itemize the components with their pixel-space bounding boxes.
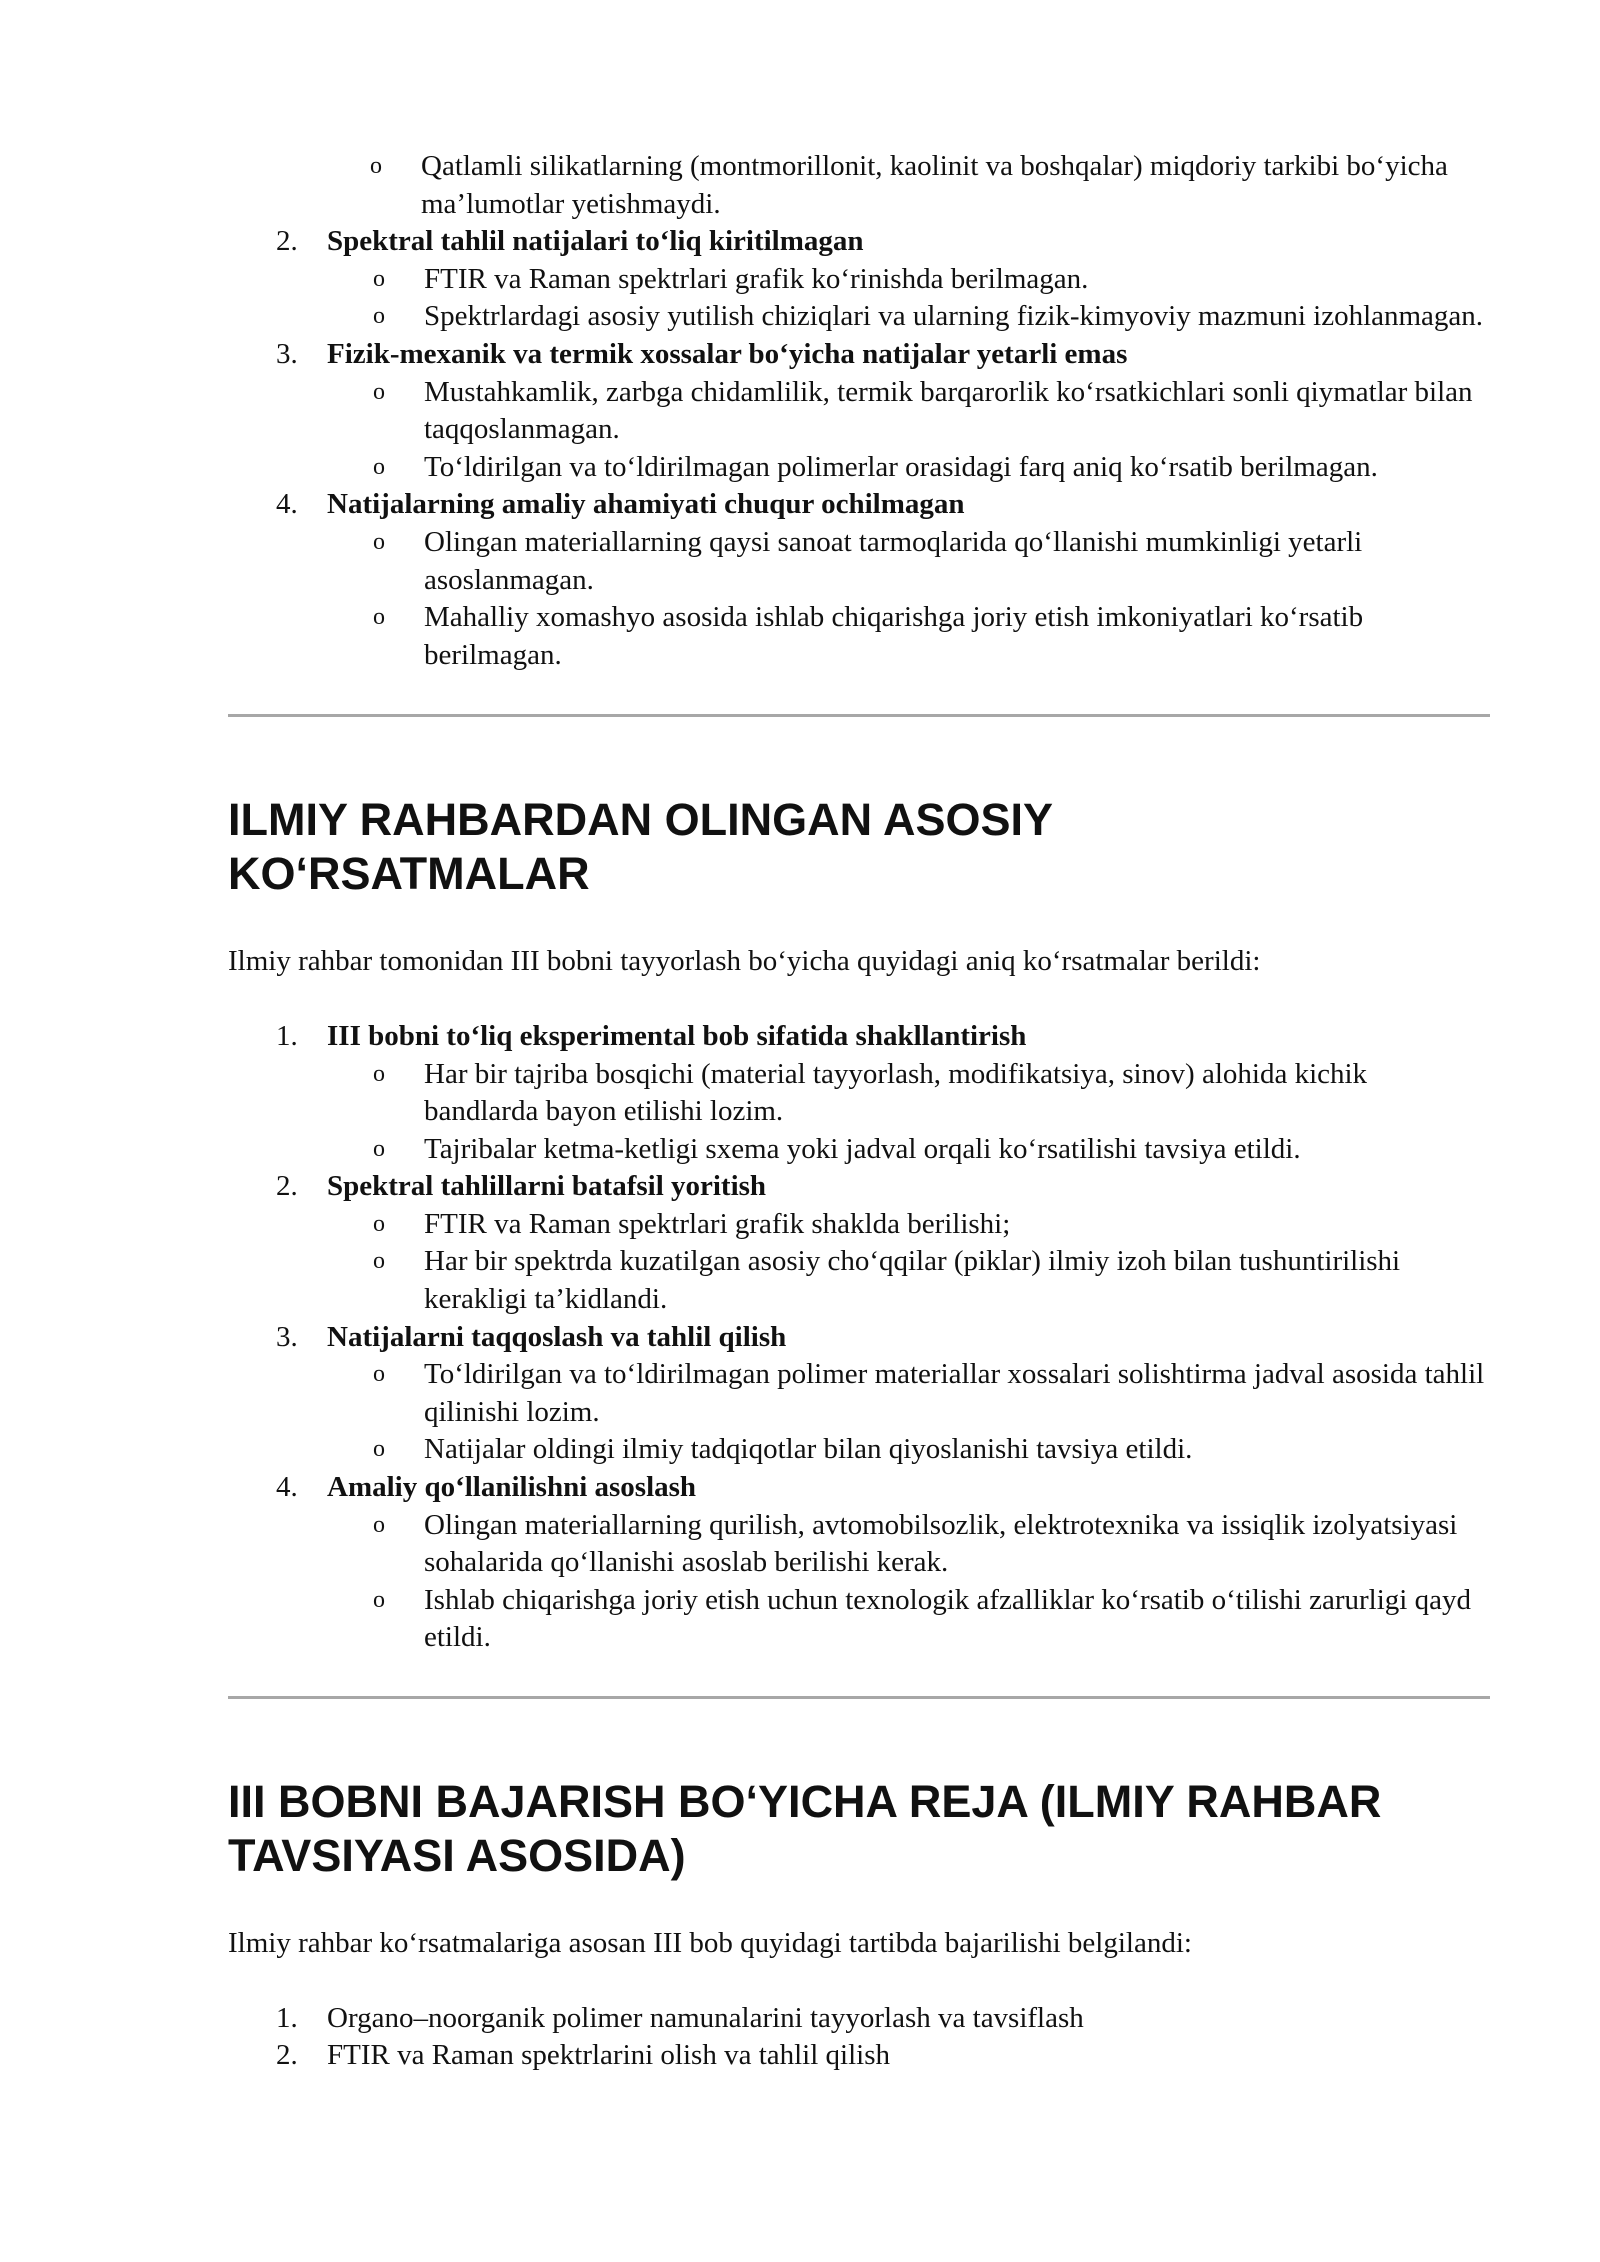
list-item	[228, 336, 1488, 486]
bullet-icon: o	[370, 153, 382, 179]
item-title: III bobni to‘liq eksperimental bob sifatida shakllantirish	[327, 1019, 1027, 1052]
section-heading: ILMIY RAHBARDAN OLINGAN ASOSIY KO‘RSATMALAR	[228, 794, 1053, 900]
section-divider	[228, 714, 1490, 717]
item-text: Organo–noorganik polimer namunalarini tayyorlash va tavsiflash	[327, 2001, 1084, 2034]
list-item	[228, 486, 1488, 674]
bullet-icon: o	[373, 1436, 385, 1463]
list-item	[228, 1319, 1488, 1469]
item-title: Amaliy qo‘llanilishni asoslash	[327, 1471, 697, 1504]
instructions-list	[228, 1018, 1488, 1657]
continued-sub-item	[225, 148, 1488, 223]
sub-item	[327, 1507, 1488, 1582]
bullet-icon: o	[373, 378, 385, 405]
sub-item	[327, 1243, 1488, 1318]
sub-item-text: FTIR va Raman spektrlari grafik ko‘rinishda berilmagan.	[424, 262, 1089, 295]
bullet-icon: o	[373, 1060, 385, 1087]
item-number: 4 .	[276, 486, 324, 524]
section-intro: Ilmiy rahbar ko‘rsatmalariga asosan III bob quyidagi tartibda bajarilishi belgilandi:	[228, 1927, 1192, 1959]
item-title: Fizik-mexanik va termik xossalar bo‘yicha natijalar yetarli emas	[327, 337, 1128, 370]
sub-item	[327, 1356, 1488, 1431]
sub-item-text: To‘ldirilgan va to‘ldirilmagan polimer materiallar xossalari solishtirma jadval asosida tahlil qilinishi lozim.	[424, 1358, 1485, 1428]
section-divider	[228, 1696, 1490, 1699]
item-number: 1 .	[276, 2000, 324, 2038]
sub-item-text: FTIR va Raman spektrlari grafik shakldа berilishi;	[424, 1207, 1011, 1240]
bullet-icon: o	[373, 1135, 385, 1162]
sub-item	[327, 1206, 1488, 1244]
sub-item-text: Olingan materiallarning qurilish, avtomobilsozlik, elektrotexnika va issiqlik izolyatsiyasi sohalarida qo‘llanishi asoslab berilishi kerak.	[424, 1508, 1458, 1579]
sub-item	[327, 524, 1488, 599]
list-item	[228, 2037, 1488, 2075]
bullet-icon: o	[373, 604, 385, 631]
sub-item-text: To‘ldirilgan va to‘ldirilmagan polimerlar orasidagi farq aniq ko‘rsatib berilmagan.	[424, 450, 1378, 483]
item-text: FTIR va Raman spektrlarini olish va tahlil qilish	[327, 2039, 891, 2072]
list-item	[228, 1168, 1488, 1318]
list-item	[228, 1018, 1488, 1168]
bullet-icon: o	[373, 265, 385, 292]
sub-list	[327, 524, 1488, 674]
problems-list	[228, 223, 1488, 674]
bullet-icon: o	[373, 1586, 385, 1613]
sub-list	[327, 1056, 1488, 1169]
sub-item	[327, 1131, 1488, 1169]
sub-item	[327, 1582, 1488, 1657]
sub-list	[327, 1356, 1488, 1469]
sub-list	[327, 1206, 1488, 1319]
item-number: 4 .	[276, 1469, 324, 1507]
section-intro: Ilmiy rahbar tomonidan III bobni tayyorlash bo‘yicha quyidagi aniq ko‘rsatmalar berildi:	[228, 945, 1261, 978]
section-heading: III BOBNI BAJARISH BO‘YICHA REJA (ILMIY RAHBAR TAVSIYASI ASOSIDA)	[228, 1776, 1382, 1881]
bullet-icon: o	[373, 1248, 385, 1275]
sub-item-text: Har bir spektrda kuzatilgan asosiy cho‘qqilar (piklar) ilmiy izoh bilan tushuntirilishi kerakligi ta’kidlandi.	[424, 1245, 1401, 1316]
sub-list	[327, 1507, 1488, 1657]
item-title: Spektral tahlillarni batafsil yoritish	[327, 1170, 767, 1203]
list-item	[228, 223, 1488, 336]
sub-item	[327, 298, 1488, 336]
sub-item-text: Tajribalar ketma-ketligi sxema yoki jadval orqali ko‘rsatilishi tavsiya etildi.	[424, 1132, 1301, 1165]
sub-item-text: Mahalliy xomashyo asosida ishlab chiqarishga joriy etish imkoniyatlari ko‘rsatib berilmagan.	[424, 601, 1364, 671]
sub-item-text: Olingan materiallarning qaysi sanoat tarmoqlarida qo‘llanishi mumkinligi yetarli asoslanmagan.	[424, 525, 1363, 596]
sub-item-text: Mustahkamlik, zarbga chidamlilik, termik barqarorlik ko‘rsatkichlari sonli qiymatlar bilan taqqoslanmagan.	[424, 375, 1473, 446]
sub-item	[327, 374, 1488, 449]
sub-item	[327, 449, 1488, 487]
sub-item-text: Ishlab chiqarishga joriy etish uchun texnologik afzalliklar ko‘rsatib o‘tilishi zarurligi qayd etildi.	[424, 1583, 1471, 1654]
bullet-icon: o	[373, 303, 385, 330]
bullet-icon: o	[373, 453, 385, 480]
item-number: 1 .	[276, 1018, 324, 1056]
sub-item	[327, 1056, 1488, 1131]
sub-item-text: Qatlamli silikatlarning (montmorillonit, kaolinit va boshqalar) miqdoriy tarkibi bo‘yicha ma’lumotlar yetishmaydi.	[421, 150, 1448, 220]
sub-item	[327, 599, 1488, 674]
sub-item-text: Natijalar oldingi ilmiy tadqiqotlar bilan qiyoslanishi tavsiya etildi.	[424, 1433, 1193, 1466]
item-title: Spektral tahlil natijalari to‘liq kiritilmagan	[327, 225, 864, 258]
item-number: 2 .	[276, 223, 324, 261]
bullet-icon: o	[373, 1361, 385, 1388]
sub-item-text: Spektrlardagi asosiy yutilish chiziqlari va ularning fizik-kimyoviy mazmuni izohlanmagan.	[424, 300, 1484, 333]
item-number: 2 .	[276, 2037, 324, 2075]
list-item	[228, 2000, 1488, 2038]
bullet-icon: o	[373, 528, 385, 555]
sub-item-text: Har bir tajriba bosqichi (material tayyorlash, modifikatsiya, sinov) alohida kichik bandlarda bayon etilishi lozim.	[424, 1057, 1368, 1128]
document-page	[228, 148, 1488, 2075]
sub-item	[327, 1431, 1488, 1469]
item-title: Natijalarni taqqoslash va tahlil qilish	[327, 1320, 787, 1353]
plan-list	[228, 2000, 1488, 2075]
item-title: Natijalarning amaliy ahamiyati chuqur ochilmagan	[327, 488, 965, 521]
sub-item	[327, 261, 1488, 299]
item-number: 2 .	[276, 1168, 324, 1206]
sub-list	[327, 261, 1488, 336]
sub-list	[327, 374, 1488, 487]
list-item	[228, 1469, 1488, 1657]
item-number: 3 .	[276, 1319, 324, 1357]
bullet-icon: o	[373, 1210, 385, 1237]
item-number: 3 .	[276, 336, 324, 374]
bullet-icon: o	[373, 1511, 385, 1538]
